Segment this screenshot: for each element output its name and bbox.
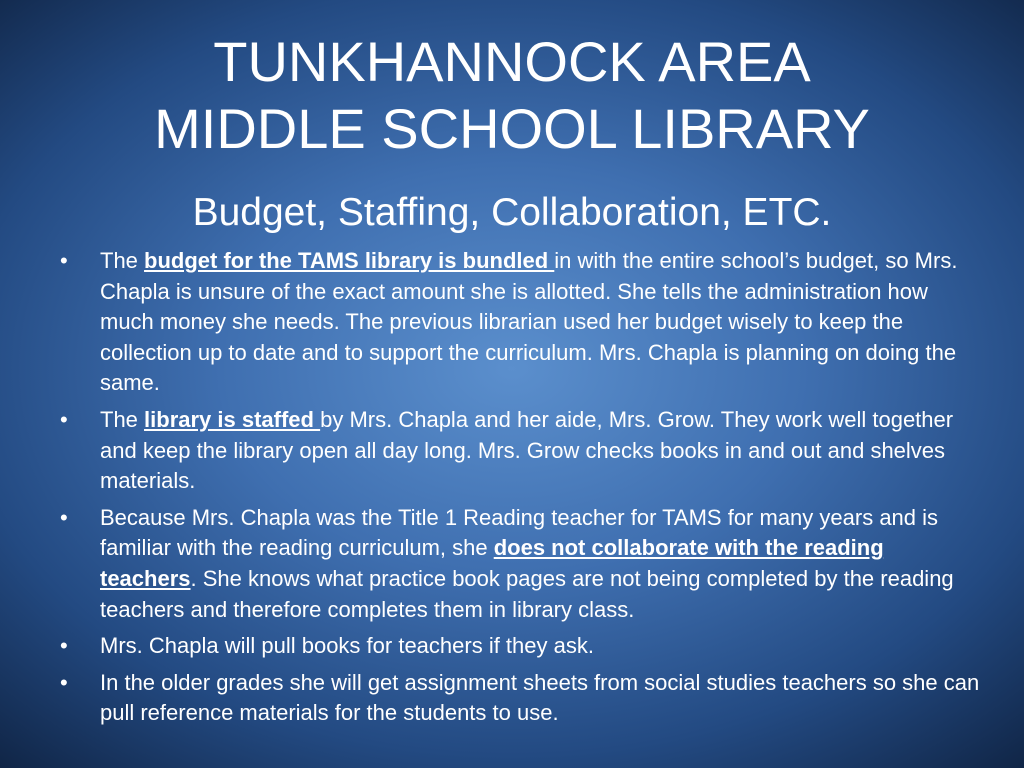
bullet-text: In the older grades she will get assignment sheets from social studies teachers so she can pull reference materials for the students to use. <box>100 669 980 726</box>
bullet-text-post: . She knows what practice book pages are not being completed by the reading teachers and therefore completes them in library class. <box>100 565 954 622</box>
bullet-emphasis: library is staffed <box>144 406 321 432</box>
bullet-emphasis: does not collaborate with the reading teachers <box>100 535 884 591</box>
bullet-list <box>60 246 980 735</box>
bullet-emphasis: budget for the TAMS library is bundled <box>144 248 555 273</box>
bullet-item-budget <box>60 246 980 399</box>
bullet-icon: • <box>60 669 68 695</box>
bullet-icon: • <box>60 248 68 273</box>
bullet-item-collaboration <box>60 503 980 625</box>
bullet-icon: • <box>60 504 68 530</box>
bullet-text-post: in with the entire school’s budget, so Mrs. Chapla is unsure of the exact amount she is allotted. She tells the administration how much money she needs. The previous librarian used her budget wisely to keep the collection up to date and to support the curriculum. Mrs. Chapla is planning on doing the same. <box>100 248 958 396</box>
bullet-item-staffing <box>60 405 980 497</box>
bullet-text-pre: The <box>100 248 145 273</box>
bullet-item-assignment-sheets <box>60 668 980 729</box>
bullet-icon: • <box>60 406 68 432</box>
bullet-text-pre: Because Mrs. Chapla was the Title 1 Reading teacher for TAMS for many years and is familiar with the reading curriculum, she <box>100 504 939 561</box>
slide-subtitle: Budget, Staffing, Collaboration, ETC. <box>192 191 832 234</box>
slide-title-line-1: TUNKHANNOCK AREA <box>213 30 811 93</box>
bullet-text: Mrs. Chapla will pull books for teachers if they ask. <box>100 633 594 659</box>
bullet-icon: • <box>60 633 68 659</box>
bullet-item-pull-books <box>60 631 980 662</box>
slide-title <box>40 28 984 162</box>
slide-title-line-2: MIDDLE SCHOOL LIBRARY <box>154 97 870 160</box>
bullet-text-pre: The <box>100 406 145 432</box>
bullet-text-post: by Mrs. Chapla and her aide, Mrs. Grow. They work well together and keep the library open all day long. Mrs. Grow checks books in and out and shelves materials. <box>100 406 954 494</box>
